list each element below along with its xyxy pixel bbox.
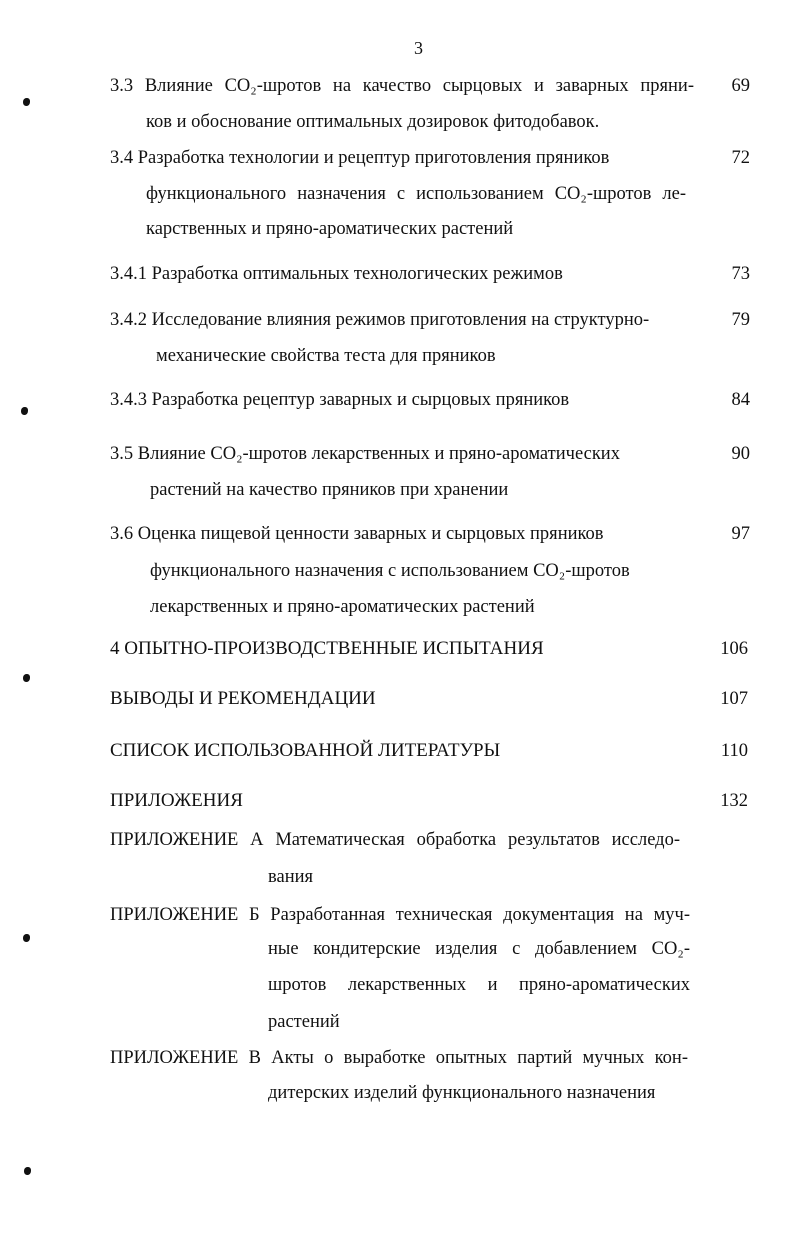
toc-4-line-1: 4 ОПЫТНО-ПРОИЗВОДСТВЕННЫЕ ИСПЫТАНИЯ — [110, 638, 544, 659]
toc-3-6-page[interactable]: 97 — [731, 524, 750, 544]
toc-3-4-line-2: функционального назначения с использованием СО₂-шротов ле- — [146, 184, 686, 204]
toc-3-4-2-line-2: механические свойства теста для пряников — [156, 346, 496, 366]
toc-3-4-2-page[interactable]: 79 — [731, 310, 750, 330]
toc-3-4-1-page[interactable]: 73 — [731, 264, 750, 284]
toc-3-4-line-3: карственных и пряно-ароматических растений — [146, 219, 514, 239]
toc-3-6-line-3: лекарственных и пряно-ароматических растений — [150, 597, 535, 617]
toc-3-4-3-page[interactable]: 84 — [731, 390, 750, 410]
toc-references-line-1: СПИСОК ИСПОЛЬЗОВАННОЙ ЛИТЕРАТУРЫ — [110, 740, 501, 761]
toc-3-5-page[interactable]: 90 — [731, 444, 750, 464]
scan-dot-4 — [23, 934, 30, 942]
toc-appendix-a-line-2: вания — [268, 867, 314, 887]
toc-references-page[interactable]: 110 — [720, 741, 748, 761]
toc-conclusions-line-1: ВЫВОДЫ И РЕКОМЕНДАЦИИ — [110, 688, 376, 709]
toc-appendices-line-1: ПРИЛОЖЕНИЯ — [110, 790, 243, 811]
toc-3-5-line-1: 3.5 Влияние СО₂-шротов лекарственных и пряно-ароматических — [110, 444, 620, 464]
toc-3-4-page[interactable]: 72 — [731, 148, 750, 168]
toc-3-4-1-line-1: 3.4.1 Разработка оптимальных технологических режимов — [110, 264, 563, 284]
toc-3-5-line-2: растений на качество пряников при хранении — [150, 480, 509, 500]
toc-3-6-line-2: функционального назначения с использованием СО₂-шротов — [150, 561, 630, 581]
toc-conclusions-page[interactable]: 107 — [720, 689, 748, 709]
scan-dot-1 — [23, 98, 30, 106]
toc-appendix-b-line-1: ПРИЛОЖЕНИЕ Б Разработанная техническая документация на муч- — [110, 905, 690, 925]
toc-3-4-3-line-1: 3.4.3 Разработка рецептур заварных и сырцовых пряников — [110, 390, 570, 410]
toc-appendix-a-line-1: ПРИЛОЖЕНИЕ А Математическая обработка результатов исследо- — [110, 830, 680, 850]
toc-3-4-line-1: 3.4 Разработка технологии и рецептур приготовления пряников — [110, 148, 610, 168]
toc-appendix-b-line-4: растений — [268, 1012, 340, 1032]
scan-dot-2 — [21, 407, 28, 415]
toc-3-3-line-1: 3.3 Влияние СО₂-шротов на качество сырцовых и заварных пряни- — [110, 76, 694, 96]
scan-dot-3 — [23, 674, 30, 682]
toc-appendix-b-line-2: ные кондитерские изделия с добавлением СО₂- — [268, 939, 690, 959]
toc-4-page[interactable]: 106 — [720, 639, 748, 659]
toc-3-4-2-line-1: 3.4.2 Исследование влияния режимов приготовления на структурно- — [110, 310, 650, 330]
toc-3-3-page[interactable]: 69 — [731, 76, 750, 96]
toc-appendix-v-line-2: дитерских изделий функционального назначения — [268, 1083, 656, 1103]
scan-dot-5 — [24, 1167, 31, 1175]
toc-appendix-b-line-3: шротов лекарственных и пряно-ароматических — [268, 975, 690, 995]
page-number: 3 — [414, 38, 423, 58]
toc-3-3-line-2: ков и обоснование оптимальных дозировок фитодобавок. — [146, 112, 600, 132]
toc-3-6-line-1: 3.6 Оценка пищевой ценности заварных и сырцовых пряников — [110, 524, 604, 544]
toc-appendix-v-line-1: ПРИЛОЖЕНИЕ В Акты о выработке опытных партий мучных кон- — [110, 1048, 688, 1068]
toc-appendices-page[interactable]: 132 — [720, 791, 748, 811]
